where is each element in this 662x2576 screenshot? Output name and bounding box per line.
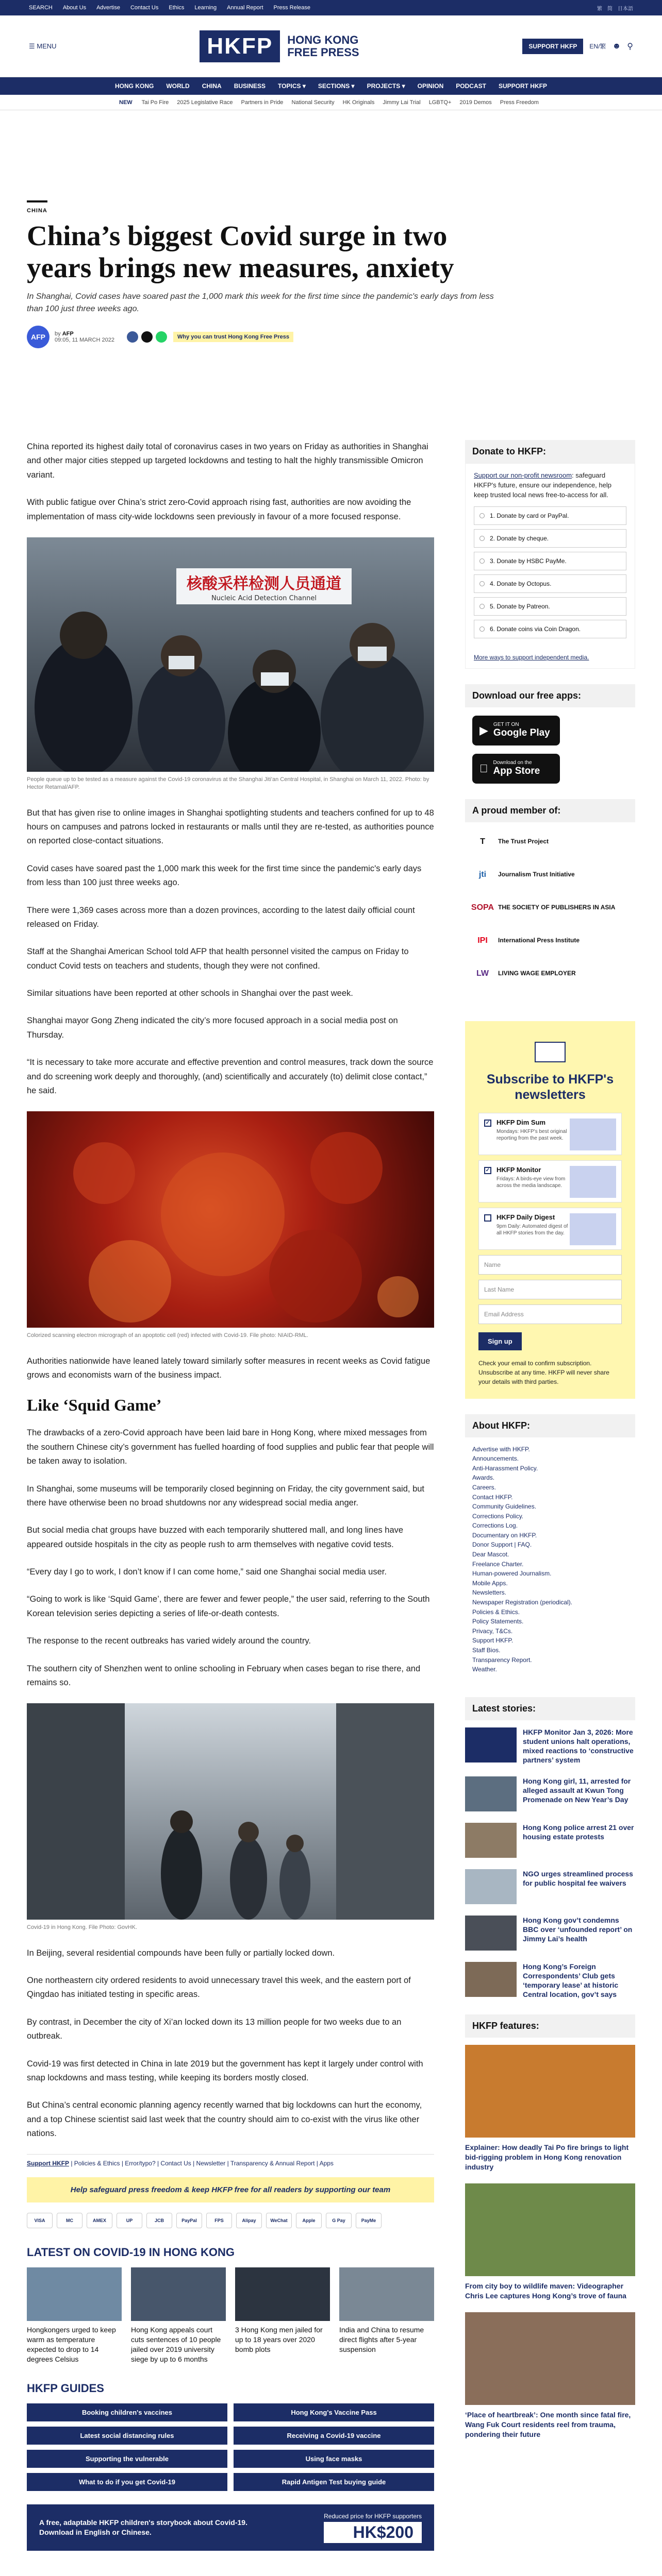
payment-icon: UP: [117, 2213, 142, 2228]
app-store-button[interactable]: [472, 754, 560, 784]
about-link[interactable]: Human-powered Journalism.: [472, 1570, 552, 1578]
latest-thumb: [131, 2267, 226, 2321]
latest-title: Hongkongers urged to keep warm as temperature expected to drop to 14 degrees Celsius: [27, 2326, 116, 2364]
member-logo[interactable]: [472, 963, 628, 984]
user-icon[interactable]: ☻: [612, 41, 621, 50]
about-link[interactable]: Weather.: [472, 1666, 497, 1673]
about-link[interactable]: About Us: [62, 5, 87, 11]
envelope-icon: [535, 1042, 566, 1062]
figure-micrograph: [27, 1111, 434, 1340]
donate-option-label: 5. Donate by Patreon.: [490, 602, 550, 610]
latest-title: India and China to resume direct flights after 5-year suspension: [339, 2326, 424, 2354]
app-store-big: App Store: [485, 766, 532, 777]
guides-grid: [27, 2403, 434, 2491]
newsletter-thumb: [570, 1213, 616, 1245]
about-link[interactable]: Donor Support | FAQ.: [472, 1541, 532, 1549]
guide-button[interactable]: Rapid Antigen Test buying guide: [234, 2473, 434, 2491]
signup-button[interactable]: Sign up: [478, 1332, 522, 1350]
site-header: [0, 15, 662, 77]
about-link[interactable]: Staff Bios.: [472, 1647, 501, 1654]
feature-item[interactable]: [465, 2045, 635, 2172]
about-link[interactable]: Community Guidelines.: [472, 1503, 537, 1511]
latest-covid-heading: LATEST ON COVID-19 IN HONG KONG: [27, 2246, 235, 2259]
about-link[interactable]: Announcements.: [472, 1455, 519, 1463]
donate-option[interactable]: [474, 597, 626, 616]
guide-button[interactable]: Hong Kong's Vaccine Pass: [234, 2403, 434, 2421]
article-paragraph: The southern city of Shenzhen went to online schooling in February when cases began to rise there, and remains so.: [27, 1664, 421, 1687]
apps-box: [465, 684, 635, 784]
promo-price: HK$200: [324, 2522, 422, 2543]
about-link[interactable]: Anti-Harassment Policy.: [472, 1464, 538, 1472]
sidebar: [465, 440, 635, 2454]
feature-thumb: [465, 2045, 635, 2138]
donate-heading: Donate to HKFP:: [465, 440, 635, 463]
member-mark: T: [480, 837, 485, 846]
google-play-small: GET IT ON: [493, 722, 519, 728]
member-mark: IPI: [477, 936, 488, 945]
payment-icon: MC: [57, 2213, 82, 2228]
x-share-icon[interactable]: [141, 331, 153, 343]
nav-projects[interactable]: PROJECTS ▾: [367, 82, 405, 90]
figure-hk-street: [27, 1703, 434, 1931]
figure-caption: Colorized scanning electron micrograph of an apoptotic cell (red) infected with Covid-19. File photo: NIAID-RML.: [27, 1332, 308, 1339]
last-name-input[interactable]: Last Name: [478, 1280, 622, 1299]
donate-option[interactable]: [474, 529, 626, 548]
micrograph-texture-svg: [27, 1111, 434, 1328]
member-heading: A proud member of:: [465, 799, 635, 822]
content-wrap: [27, 110, 635, 2541]
feature-title: From city boy to wildlife maven: Videographer Chris Lee captures Hong Kong’s trove of fauna: [465, 2281, 626, 2300]
feature-thumb: [465, 2312, 635, 2405]
newsletter-thumb: [570, 1118, 616, 1150]
app-store-small: Download on the: [485, 760, 524, 766]
about-heading: About HKFP:: [465, 1414, 635, 1437]
article-body: [27, 440, 434, 2551]
donate-option[interactable]: [474, 552, 626, 570]
about-link[interactable]: Policy Statements.: [472, 1618, 524, 1625]
newsletter-name: HKFP Daily Digest: [496, 1213, 555, 1221]
story-item[interactable]: [465, 1727, 635, 1765]
photo-sign-text: 核酸采样检测人员通道: [187, 574, 341, 593]
article-subhead: Like ‘Squid Game’: [27, 1396, 162, 1415]
guide-button[interactable]: Supporting the vulnerable: [27, 2450, 227, 2468]
photo-testing-queue[interactable]: [27, 537, 434, 772]
storybook-promo[interactable]: [27, 2504, 434, 2551]
trending-item[interactable]: Tai Po Fire: [141, 99, 169, 106]
story-thumb: [465, 1962, 517, 1997]
donate-intro-link[interactable]: Support our non-profit newsroom: [474, 471, 572, 479]
promo-text: A free, adaptable HKFP children's storybook about Covid-19. Download in English or Chinese.: [39, 2518, 247, 2536]
member-logo[interactable]: [472, 832, 628, 852]
figure-caption: People queue up to be tested as a measure against the Covid-19 coronavirus at the Shanghai Jiti'an Central Hospital, in Shanghai on March 11, 2022. Photo: by Hector Retamal/AFP.: [27, 776, 429, 791]
photo-hk-street[interactable]: [27, 1703, 434, 1920]
story-item[interactable]: [465, 1962, 635, 1999]
article-paragraph: One northeastern city ordered residents to avoid unnecessary travel this week, and the eastern port of Qingdao has initiated testing in specific areas.: [27, 1976, 411, 1999]
logo-mark: HKFP: [200, 30, 280, 62]
payment-icon: Alipay: [236, 2213, 262, 2228]
article-paragraph: There were 1,369 cases across more than a dozen provinces, according to the latest daily official count released on Friday.: [27, 905, 415, 929]
play-icon: ▶: [479, 723, 488, 737]
about-link[interactable]: Newspaper Registration (periodical).: [472, 1599, 573, 1606]
nav-hong-kong[interactable]: HONG KONG: [115, 82, 154, 90]
nav-support[interactable]: SUPPORT HKFP: [498, 82, 547, 90]
payment-icon: JCB: [146, 2213, 172, 2228]
donate-option-label: 2. Donate by cheque.: [490, 534, 549, 542]
latest-card[interactable]: [235, 2267, 330, 2364]
photo-sign-subtext: Nucleic Acid Detection Channel: [211, 594, 317, 602]
story-thumb: [465, 1823, 517, 1858]
latest-card[interactable]: [131, 2267, 226, 2364]
latest-stories-box: [465, 1697, 635, 1999]
member-name: THE SOCIETY OF PUBLISHERS IN ASIA: [498, 904, 616, 911]
whatsapp-share-icon[interactable]: [156, 331, 167, 343]
trending-item[interactable]: LGBTQ+: [428, 99, 452, 106]
features-heading: HKFP features:: [465, 2014, 635, 2038]
article-paragraph: Similar situations have been reported at other schools in Shanghai over the past week.: [27, 989, 353, 998]
latest-card[interactable]: [339, 2267, 434, 2364]
checkbox-checked-icon[interactable]: ✓: [484, 1120, 491, 1127]
newsletter-desc: 9pm Daily: Automated digest of all HKFP stories from the day.: [496, 1223, 568, 1236]
menu-button[interactable]: ☰ MENU: [29, 42, 57, 50]
newsletter-thumb: [570, 1166, 616, 1198]
top-utility-bar: [0, 0, 662, 15]
more-ways-link[interactable]: More ways to support independent media.: [474, 653, 589, 661]
about-link[interactable]: Privacy, T&Cs.: [472, 1627, 513, 1635]
nav-world[interactable]: WORLD: [166, 82, 190, 90]
latest-thumb: [27, 2267, 122, 2321]
story-item[interactable]: [465, 1776, 635, 1811]
category-rule: [27, 200, 47, 202]
ad-space: [27, 110, 635, 200]
about-box: [465, 1414, 635, 1682]
article-paragraph: By contrast, in December the city of Xi’an locked down its 13 million people for two weeks due to an outbreak.: [27, 2017, 402, 2041]
story-title: Hong Kong’s Foreign Correspondents’ Club gets ‘temporary lease’ at historic Central location, gov’t says: [523, 1962, 619, 1999]
payment-icon: WeChat: [266, 2213, 292, 2228]
logo-text: [287, 34, 359, 58]
member-mark: SOPA: [471, 903, 494, 912]
article-paragraph: “Going to work is like ‘Squid Game’, there are fewer and fewer people,” the user said, referring to the South Korean television series depicting a series of life-or-death contests.: [27, 1595, 430, 1618]
story-thumb: [465, 1727, 517, 1762]
trending-bar: [0, 95, 662, 110]
logo-line1: HONG KONG: [287, 33, 359, 47]
article-paragraph: But China’s central economic planning agency recently warned that big lockdowns can hurt the economy, and a top Chinese scientist said last week that the country should aim to co-exist with the virus like other nations.: [27, 2100, 422, 2139]
about-link[interactable]: Careers.: [472, 1483, 496, 1491]
trending-item[interactable]: Press Freedom: [500, 99, 539, 106]
feature-item[interactable]: [465, 2183, 635, 2301]
member-name: LIVING WAGE EMPLOYER: [498, 970, 576, 977]
search-icon[interactable]: ⚲: [627, 42, 633, 51]
latest-title: 3 Hong Kong men jailed for up to 18 years over 2020 bomb plots: [235, 2326, 323, 2354]
name-input[interactable]: Name: [478, 1255, 622, 1275]
figure-caption: Covid-19 in Hong Kong. File Photo: GovHK.: [27, 1924, 138, 1931]
site-logo[interactable]: [200, 30, 359, 62]
story-title: Hong Kong police arrest 21 over housing estate protests: [523, 1823, 634, 1841]
lang-simp[interactable]: 简: [607, 6, 613, 12]
nav-podcast[interactable]: PODCAST: [456, 82, 486, 90]
checkbox-icon[interactable]: [484, 1214, 491, 1222]
story-thumb: [465, 1869, 517, 1904]
features-box: [465, 2014, 635, 2439]
lang-toggle[interactable]: EN/繁: [589, 43, 606, 50]
newsletter-name: HKFP Monitor: [496, 1165, 541, 1174]
payment-icon: G Pay: [326, 2213, 352, 2228]
newsletter-option[interactable]: [478, 1113, 622, 1155]
trending-item[interactable]: Jimmy Lai Trial: [383, 99, 421, 106]
byline-prefix: by: [55, 331, 61, 337]
feature-title: Explainer: How deadly Tai Po fire brings to light bid-rigging problem in Hong Kong renovation industry: [465, 2143, 629, 2172]
newsletter-option[interactable]: [478, 1160, 622, 1202]
member-mark: jti: [478, 870, 487, 879]
about-link[interactable]: Freelance Charter.: [472, 1560, 524, 1568]
email-input[interactable]: Email Address: [478, 1304, 622, 1324]
promo-price-label: Reduced price for HKFP supporters: [324, 2512, 422, 2520]
street-scene-svg: [27, 1703, 434, 1920]
donate-option[interactable]: [474, 620, 626, 638]
figure-testing-queue: [27, 537, 434, 792]
nav-business[interactable]: BUSINESS: [234, 82, 266, 90]
main-nav: [0, 77, 662, 95]
article-title: China’s biggest Covid surge in two years brings new measures, anxiety: [27, 220, 454, 283]
payment-icon: FPS: [206, 2213, 232, 2228]
newsletter-name: HKFP Dim Sum: [496, 1118, 546, 1126]
search-link[interactable]: SEARCH: [29, 5, 53, 11]
article-paragraph: In Beijing, several residential compounds have been fully or partially locked down.: [27, 1948, 335, 1958]
about-link[interactable]: Corrections Policy.: [472, 1512, 524, 1520]
about-links: [465, 1437, 635, 1682]
member-name: International Press Institute: [498, 937, 580, 944]
guide-button[interactable]: Booking children's vaccines: [27, 2403, 227, 2421]
lang-trad[interactable]: 繁: [597, 6, 602, 12]
latest-covid-list: [27, 2267, 434, 2364]
member-logo[interactable]: [472, 930, 628, 951]
article-paragraph: Authorities nationwide have leaned lately toward similarly softer measures in recent weeks as Covid fatigue grows and economists warn of the business impact.: [27, 1356, 431, 1380]
article-category[interactable]: CHINA: [27, 208, 47, 214]
apps-heading: Download our free apps:: [465, 684, 635, 707]
feature-thumb: [465, 2183, 635, 2276]
about-link[interactable]: Advertise with HKFP.: [472, 1445, 530, 1453]
article-paragraph: Staff at the Shanghai American School told AFP that health personnel visited the campus on Friday to conduct Covid tests on teachers and students, though they were not confined.: [27, 947, 409, 971]
latest-title: Hong Kong appeals court cuts sentences of 10 people jailed over 2019 university siege by up to 6 months: [131, 2326, 221, 2364]
donate-intro-text: : safeguard HKFP's future, ensure our independence, help keep trusted local news free-to-access for all.: [474, 471, 611, 499]
article-paragraph: Shanghai mayor Gong Zheng indicated the city’s more focused approach in a social media post on Thursday.: [27, 1016, 398, 1040]
trending-new-label: NEW: [119, 99, 133, 106]
support-banner[interactable]: Help safeguard press freedom & keep HKFP free for all readers by supporting our team: [27, 2177, 434, 2202]
story-title: NGO urges streamlined process for public hospital fee waivers: [523, 1869, 633, 1887]
story-item[interactable]: [465, 1823, 635, 1858]
feature-title: ‘Place of heartbreak’: One month since fatal fire, Wang Fuk Court residents reel from trauma, pondering their future: [465, 2410, 631, 2438]
article-paragraph: Covid-19 was first detected in China in late 2019 but the government has kept it largely under control with snap lockdowns and mass testing, while keeping its borders mostly closed.: [27, 2059, 423, 2082]
story-title: HKFP Monitor Jan 3, 2026: More student unions halt operations, mixed reactions to ‘constructive partners’ system: [523, 1727, 634, 1765]
apple-icon: [479, 762, 488, 775]
member-mark: LW: [476, 969, 489, 978]
trending-item[interactable]: 2019 Demos: [459, 99, 492, 106]
article-paragraph: But that has given rise to online images in Shanghai spotlighting students and teachers confined for up to 48 hours on campuses and patrons locked in restaurants or malls until they are re-tested, as authorities pounce on reported close-contact situations.: [27, 808, 434, 846]
payment-methods: [27, 2213, 434, 2228]
about-link[interactable]: Dear Mascot.: [472, 1551, 509, 1558]
newsletter-desc: Fridays: A birds-eye view from across the media landscape.: [496, 1176, 566, 1189]
trending-item[interactable]: Partners in Pride: [241, 99, 284, 106]
about-link[interactable]: Awards.: [472, 1474, 495, 1482]
latest-card[interactable]: [27, 2267, 122, 2364]
why-trust-link[interactable]: Why you can trust Hong Kong Free Press: [173, 332, 293, 342]
payment-icon: PayPal: [176, 2213, 202, 2228]
guide-button[interactable]: Receiving a Covid-19 vaccine: [234, 2427, 434, 2445]
article-paragraph: China reported its highest daily total of coronavirus cases in two years on Friday as authorities in Shanghai and other major cities stepped up targeted lockdowns and testing to halt the highly transmissible Omicron variant.: [27, 442, 428, 480]
member-name: The Trust Project: [498, 838, 549, 845]
article-paragraph: With public fatigue over China’s strict zero-Covid approach rising fast, authorities are now avoiding the implementation of mass city-wide lockdowns seen previously in favour of a more focused response.: [27, 498, 411, 521]
donate-option-label: 1. Donate by card or PayPal.: [490, 512, 569, 519]
photo-micrograph[interactable]: [27, 1111, 434, 1328]
donate-box: [465, 440, 635, 669]
author-avatar: AFP: [27, 326, 49, 348]
donate-option[interactable]: [474, 574, 626, 593]
guide-button[interactable]: Latest social distancing rules: [27, 2427, 227, 2445]
latest-thumb: [235, 2267, 330, 2321]
member-box: [465, 799, 635, 1006]
donate-option-label: 3. Donate by HSBC PayMe.: [490, 557, 567, 565]
byline: [27, 326, 635, 348]
newsletter-box: [465, 1021, 635, 1399]
nav-opinion[interactable]: OPINION: [417, 82, 444, 90]
donate-option-label: 6. Donate coins via Coin Dragon.: [490, 625, 581, 633]
about-link[interactable]: Documentary on HKFP.: [472, 1531, 537, 1539]
article-paragraph: Covid cases have soared past the 1,000 mark this week for the first time since the pandemic's early days from less than 100 just three weeks ago.: [27, 863, 422, 888]
google-play-button[interactable]: [472, 716, 560, 745]
annual-report-link[interactable]: Annual Report: [227, 5, 263, 11]
story-thumb: [465, 1916, 517, 1951]
article-paragraph: “Every day I go to work, I don’t know if I can come home,” said one Shanghai social media user.: [27, 1567, 387, 1577]
guides-heading: HKFP GUIDES: [27, 2382, 104, 2395]
advertise-link[interactable]: Advertise: [96, 5, 120, 11]
newsletter-desc: Mondays: HKFP's best original reporting from the past week.: [496, 1128, 567, 1142]
about-link[interactable]: Support HKFP.: [472, 1637, 514, 1645]
nav-sections[interactable]: SECTIONS ▾: [318, 82, 355, 90]
trending-item[interactable]: 2025 Legislative Race: [177, 99, 233, 106]
newsletter-heading: Subscribe to HKFP's newsletters: [486, 1072, 614, 1102]
support-hkfp-link[interactable]: Support HKFP: [27, 2160, 69, 2167]
lang-jp[interactable]: 日本語: [618, 6, 633, 12]
article-paragraph: The response to the recent outbreaks has varied widely around the country.: [27, 1636, 311, 1646]
story-item[interactable]: [465, 1869, 635, 1904]
article-deck: In Shanghai, Covid cases have soared past the 1,000 mark this week for the first time since the pandemic's early days from less than 100 just three weeks ago.: [27, 292, 494, 314]
trending-item[interactable]: National Security: [291, 99, 335, 106]
member-logo[interactable]: [472, 865, 628, 885]
nav-topics[interactable]: TOPICS ▾: [278, 82, 306, 90]
author-name[interactable]: AFP: [62, 331, 74, 337]
member-logo[interactable]: [472, 897, 628, 918]
guide-button[interactable]: What to do if you get Covid-19: [27, 2473, 227, 2491]
newsletter-fine-print: Check your email to confirm subscription. Unsubscribe at any time. HKFP will never share your details with third parties.: [478, 1359, 609, 1385]
member-name: Journalism Trust Initiative: [498, 871, 575, 878]
about-link[interactable]: Newsletters.: [472, 1589, 507, 1597]
newsletter-option[interactable]: [478, 1208, 622, 1250]
photo-scene-svg: [27, 537, 434, 772]
article-date: 09:05, 11 MARCH 2022: [55, 337, 114, 344]
article-paragraph: But social media chat groups have buzzed with each temporarily shuttered mall, and long lines have appeared outside hospitals in the city as people rush to arm themselves with negative covid tests.: [27, 1526, 404, 1549]
learning-link[interactable]: Learning: [194, 5, 217, 11]
payment-icon: AMEX: [87, 2213, 112, 2228]
nav-china[interactable]: CHINA: [202, 82, 222, 90]
donate-intro: [474, 471, 626, 500]
guide-button[interactable]: Using face masks: [234, 2450, 434, 2468]
story-title: Hong Kong gov’t condemns BBC over ‘unfounded report’ on Jimmy Lai’s health: [523, 1916, 633, 1943]
payment-icon: Apple: [296, 2213, 322, 2228]
about-link[interactable]: Corrections Log.: [472, 1522, 518, 1530]
article-footer-links: [27, 2154, 434, 2167]
latest-stories-heading: Latest stories:: [465, 1697, 635, 1720]
contact-link[interactable]: Contact Us: [130, 5, 159, 11]
story-title: Hong Kong girl, 11, arrested for alleged assault at Kwun Tong Promenade on New Year’s Day: [523, 1776, 631, 1804]
about-link[interactable]: Transparency Report.: [472, 1656, 532, 1664]
logo-line2: FREE PRESS: [287, 45, 359, 59]
trending-item[interactable]: HK Originals: [342, 99, 375, 106]
about-link[interactable]: Mobile Apps.: [472, 1579, 508, 1587]
menu-label: MENU: [37, 42, 57, 50]
footer-links-text[interactable]: | Policies & Ethics | Error/typo? | Contact Us | Newsletter | Transparency & Annual Report | Apps: [71, 2160, 334, 2167]
article-paragraph: The drawbacks of a zero-Covid approach have been laid bare in Hong Kong, where mixed messages from the southern Chinese city’s government has fuelled hoarding of food supplies and public fear that people will be taken away to isolation.: [27, 1428, 434, 1466]
support-button[interactable]: SUPPORT HKFP: [522, 39, 583, 54]
latest-thumb: [339, 2267, 434, 2321]
press-release-link[interactable]: Press Release: [273, 5, 311, 11]
story-thumb: [465, 1776, 517, 1811]
article-paragraph: “It is necessary to take more accurate and effective prevention and control measures, track down the source and do screening work deeply and thoroughly, (and) scientifically and accurately (to) delimit close contact,” he said.: [27, 1058, 434, 1095]
about-link[interactable]: Contact HKFP.: [472, 1493, 513, 1501]
donate-option-label: 4. Donate by Octopus.: [490, 580, 552, 587]
checkbox-checked-icon[interactable]: ✓: [484, 1167, 491, 1174]
donate-option[interactable]: [474, 506, 626, 525]
about-link[interactable]: Policies & Ethics.: [472, 1608, 520, 1616]
story-item[interactable]: [465, 1916, 635, 1951]
feature-item[interactable]: [465, 2312, 635, 2439]
facebook-share-icon[interactable]: [127, 331, 138, 343]
payment-icon: PayMe: [356, 2213, 382, 2228]
ethics-link[interactable]: Ethics: [169, 5, 185, 11]
google-play-big: Google Play: [493, 727, 550, 739]
payment-icon: VISA: [27, 2213, 53, 2228]
article-paragraph: In Shanghai, some museums will be temporarily closed beginning on Friday, the city government said, but there have otherwise been no broad shutdowns nor any widespread social media anger.: [27, 1484, 425, 1507]
